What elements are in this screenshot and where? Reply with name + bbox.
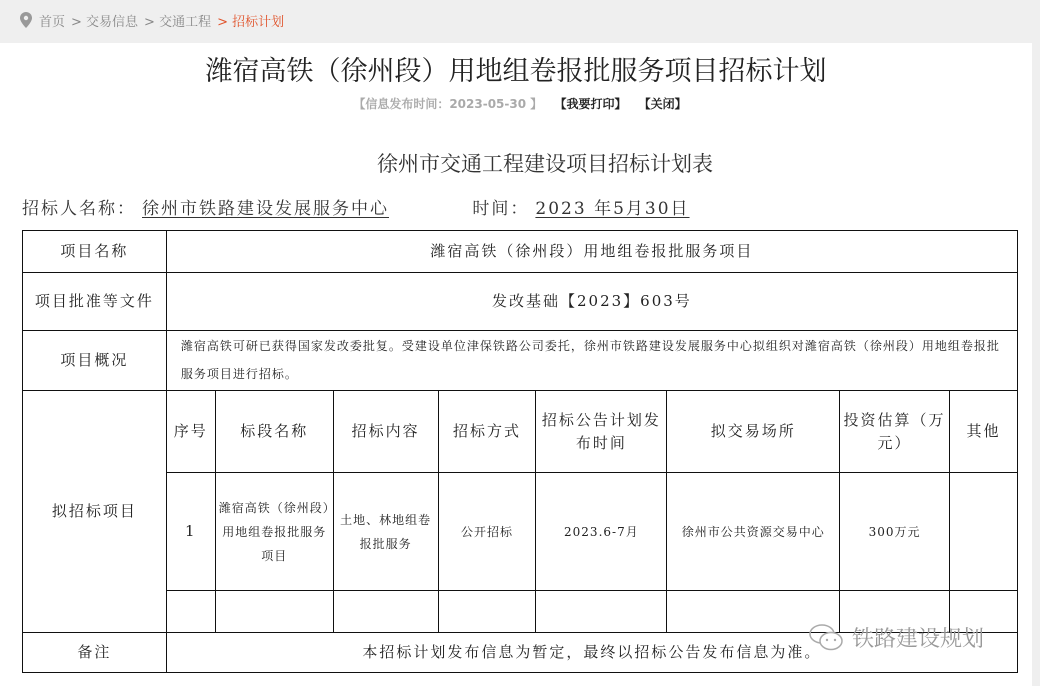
breadcrumb	[0, 0, 1040, 40]
approval-doc: 发改基础【2023】603号	[166, 273, 1017, 331]
item-section: 潍宿高铁（徐州段）用地组卷报批服务项目	[215, 473, 333, 591]
publish-time: 【信息发布时间：2023-05-30 】	[353, 97, 543, 111]
plan-label: 拟招标项目	[23, 391, 167, 633]
overview-label: 项目概况	[23, 331, 167, 391]
overview-text: 潍宿高铁可研已获得国家发改委批复。受建设单位津保铁路公司委托，徐州市铁路建设发展服务中心拟组织对潍宿高铁（徐州段）用地组卷报批服务项目进行招标。	[166, 331, 1017, 391]
breadcrumb-transport[interactable]: > 交通工程	[144, 14, 212, 30]
document-subtitle: 徐州市交通工程建设项目招标计划表	[377, 152, 713, 176]
tenderer-value: 徐州市铁路建设发展服务中心	[142, 199, 389, 219]
item-seq: 1	[166, 473, 215, 591]
meta-bar	[0, 95, 1040, 112]
remark-text: 本招标计划发布信息为暂定，最终以招标公告发布信息为准。	[166, 633, 1017, 673]
breadcrumb-home[interactable]: 首页	[39, 14, 66, 30]
content-panel	[0, 43, 1032, 686]
item-investment: 300万元	[840, 473, 950, 591]
plan-table	[22, 230, 1018, 673]
time-value: 2023 年5月30日	[535, 199, 690, 219]
header-content: 招标内容	[333, 391, 438, 473]
tenderer-line	[22, 194, 696, 219]
table-row	[23, 473, 1018, 591]
print-link[interactable]: 【我要打印】	[554, 97, 627, 111]
breadcrumb-trade-info[interactable]: > 交易信息	[71, 14, 139, 30]
tenderer-label: 招标人名称：	[22, 199, 136, 219]
header-publish-time: 招标公告计划发布时间	[536, 391, 667, 473]
header-section: 标段名称	[215, 391, 333, 473]
header-other: 其他	[950, 391, 1018, 473]
item-content: 土地、林地组卷报批服务	[333, 473, 438, 591]
location-pin-icon	[20, 12, 32, 28]
item-other	[950, 473, 1018, 591]
time-label: 时间：	[472, 199, 530, 219]
header-seq: 序号	[166, 391, 215, 473]
item-publish-time: 2023.6-7月	[536, 473, 667, 591]
project-name: 潍宿高铁（徐州段）用地组卷报批服务项目	[166, 231, 1017, 273]
item-method: 公开招标	[438, 473, 536, 591]
project-name-label: 项目名称	[23, 231, 167, 273]
approval-label: 项目批准等文件	[23, 273, 167, 331]
header-investment: 投资估算（万元）	[840, 391, 950, 473]
page-title: 潍宿高铁（徐州段）用地组卷报批服务项目招标计划	[205, 56, 827, 87]
remark-label: 备注	[23, 633, 167, 673]
breadcrumb-current: > 招标计划	[217, 14, 285, 30]
close-link[interactable]: 【关闭】	[638, 97, 687, 111]
watermark	[808, 622, 984, 653]
header-venue: 拟交易场所	[667, 391, 840, 473]
item-venue: 徐州市公共资源交易中心	[667, 473, 840, 591]
header-method: 招标方式	[438, 391, 536, 473]
wechat-icon	[808, 623, 844, 653]
watermark-text: 铁路建设规划	[852, 627, 985, 652]
